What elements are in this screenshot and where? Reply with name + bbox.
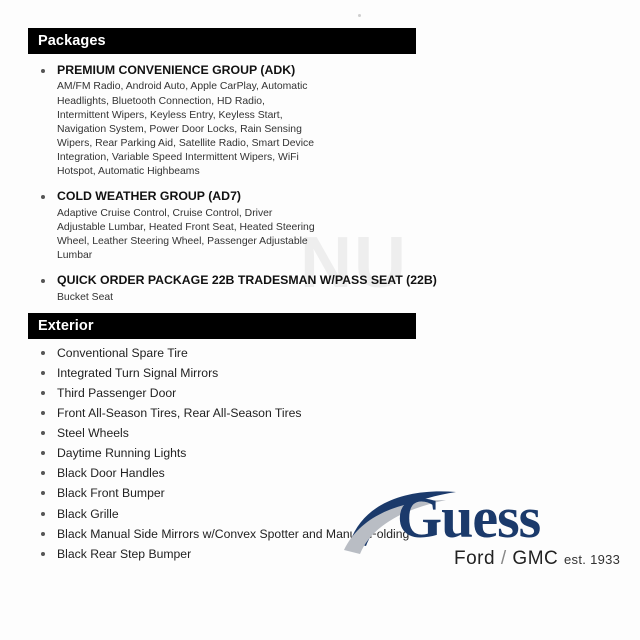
logo-established: est. 1933 — [564, 552, 621, 567]
logo-brand-gmc: GMC — [512, 548, 559, 569]
package-details: Bucket Seat — [57, 291, 114, 303]
logo-subtitle — [454, 548, 620, 570]
list-item: Integrated Turn Signal Mirrors — [0, 365, 417, 381]
watermark-text: NU — [300, 223, 408, 303]
logo-brand-ford: Ford — [454, 548, 496, 569]
list-item — [0, 273, 640, 305]
list-item: Black Rear Step Bumper — [0, 546, 417, 562]
list-item: Front All-Season Tires, Rear All-Season Tires — [0, 405, 417, 421]
dealer-logo — [342, 482, 622, 592]
list-item: Black Door Handles — [0, 465, 417, 481]
package-title: COLD WEATHER GROUP (AD7) — [57, 189, 241, 204]
section-header-packages: Packages — [28, 28, 416, 54]
list-item: Third Passenger Door — [0, 385, 417, 401]
list-item: Conventional Spare Tire — [0, 345, 417, 361]
list-item: Black Manual Side Mirrors w/Convex Spotter and Manual Folding — [0, 526, 417, 542]
list-item: Steel Wheels — [0, 425, 417, 441]
packages-list — [0, 63, 640, 305]
logo-wordmark: Guess — [397, 485, 541, 550]
list-item — [0, 63, 640, 179]
logo-separator: / — [500, 548, 507, 569]
package-title: PREMIUM CONVENIENCE GROUP (ADK) — [57, 63, 296, 77]
list-item: Black Front Bumper — [0, 485, 417, 501]
package-details: Adaptive Cruise Control, Cruise Control, Driver Adjustable Lumbar, Heated Front Seat, Heated Steering Wheel, Leather Steering Wheel, Passenger Adjustable Lumbar — [57, 207, 315, 262]
section-header-exterior: Exterior — [28, 313, 416, 339]
package-details: AM/FM Radio, Android Auto, Apple CarPlay, Automatic Headlights, Bluetooth Connection, HD Radio, Intermittent Wipers, Keyless Entry, Keyless Start, Navigation System, Power Door Locks, Rain Sensing Wipers, Rear Parking Aid, Satellite Radio, Smart Device Integration, Variable Speed Intermittent Wipers, WiFi Hotspot, Automatic Highbeams — [57, 81, 314, 178]
list-item: Black Grille — [0, 506, 417, 522]
list-item: Daytime Running Lights — [0, 445, 417, 461]
package-title: QUICK ORDER PACKAGE 22B TRADESMAN W/PASS SEAT (22B) — [57, 273, 437, 288]
list-item — [0, 189, 640, 263]
